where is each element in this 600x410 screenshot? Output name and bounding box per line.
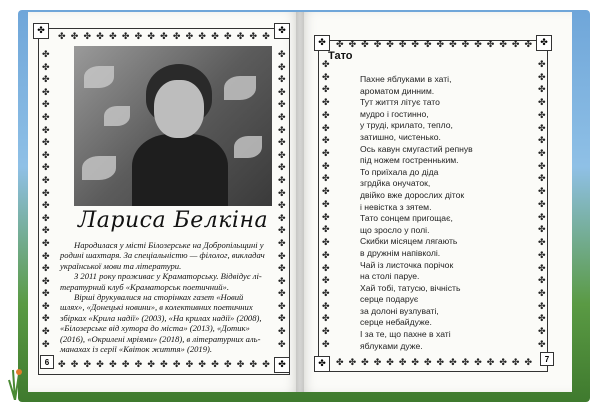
- ornament-icon: ✤: [486, 358, 495, 368]
- ornament-icon: ✤: [278, 213, 286, 224]
- ornament-icon: ✤: [538, 187, 546, 198]
- ornament-icon: ✤: [278, 251, 286, 262]
- ornament-icon: ✤: [322, 339, 330, 350]
- ornament-icon: ✤: [322, 110, 330, 121]
- ornament-icon: ✤: [318, 359, 326, 369]
- poem-line: яблуками дуже.: [360, 340, 423, 351]
- ornament-icon: ✤: [423, 358, 432, 368]
- ornament-icon: ✤: [538, 238, 546, 249]
- ornament-icon: ✤: [322, 238, 330, 249]
- ornament-icon: ✤: [538, 225, 546, 236]
- ornament-icon: ✤: [499, 358, 507, 368]
- ornament-icon: ✤: [278, 201, 286, 212]
- ornament-icon: ✤: [278, 26, 286, 36]
- left-right-ornament-column: [278, 50, 286, 350]
- ornament-icon: ✤: [42, 175, 50, 186]
- ornament-icon: ✤: [42, 238, 50, 249]
- ornament-icon: ✤: [436, 358, 445, 368]
- ornament-icon: ✤: [538, 199, 546, 210]
- poem-line: Тут життя літує тато: [360, 97, 440, 108]
- poem-line: То приїхала до діда: [360, 166, 439, 177]
- ornament-icon: ✤: [278, 264, 286, 275]
- ornament-icon: ✤: [262, 360, 270, 370]
- ornament-icon: ✤: [511, 358, 520, 368]
- ornament-icon: ✤: [461, 40, 470, 50]
- ornament-icon: ✤: [278, 100, 286, 111]
- ornament-icon: ✤: [373, 358, 382, 368]
- ornament-icon: ✤: [249, 360, 258, 370]
- poem-line: затишно, чистенько.: [360, 131, 441, 142]
- bio-line: манахах із серії «Квіток життя» (2019).: [60, 344, 213, 355]
- ornament-icon: ✤: [42, 188, 50, 199]
- ornament-icon: ✤: [96, 360, 104, 370]
- poem-line: і невістка з зятем.: [360, 201, 432, 212]
- ornament-icon: ✤: [278, 150, 286, 161]
- ornament-icon: ✤: [42, 75, 50, 86]
- ornament-icon: ✤: [198, 32, 206, 42]
- left-left-ornament-column: [42, 50, 50, 350]
- ornament-icon: ✤: [278, 112, 286, 123]
- ornament-icon: ✤: [198, 360, 206, 370]
- bio-line: збірках «Крила надії» (2003), «На крилах надії» (2008),: [60, 312, 262, 323]
- left-bottom-ornament-row: [58, 360, 270, 370]
- poem-line: Хай тобі, татусю, вічність: [360, 282, 461, 293]
- ornament-icon: ✤: [538, 263, 546, 274]
- ornament-icon: ✤: [42, 226, 50, 237]
- ornament-icon: ✤: [423, 40, 432, 50]
- ornament-icon: ✤: [42, 125, 50, 136]
- ornament-icon: ✤: [70, 360, 79, 370]
- ornament-icon: ✤: [278, 327, 286, 338]
- poem-line: І за те, що пахне в хаті: [360, 329, 451, 340]
- ornament-icon: ✤: [461, 358, 470, 368]
- ornament-icon: ✤: [386, 40, 394, 50]
- ornament-icon: ✤: [278, 339, 286, 350]
- ornament-icon: ✤: [538, 301, 546, 312]
- ornament-icon: ✤: [278, 188, 286, 199]
- ornament-icon: ✤: [42, 327, 50, 338]
- ornament-icon: ✤: [322, 85, 330, 96]
- right-left-ornament-column: [322, 60, 330, 350]
- ornament-icon: ✤: [322, 123, 330, 134]
- ornament-icon: ✤: [486, 40, 495, 50]
- ornament-icon: ✤: [278, 314, 286, 325]
- poem-line: серце небайдуже.: [360, 317, 432, 328]
- ornament-icon: ✤: [538, 314, 546, 325]
- ornament-icon: ✤: [322, 187, 330, 198]
- ornament-icon: ✤: [278, 301, 286, 312]
- poem-line: Чай із листочка порічок: [360, 259, 454, 270]
- ornament-icon: ✤: [278, 87, 286, 98]
- ornament-icon: ✤: [511, 40, 520, 50]
- ornament-icon: ✤: [109, 32, 117, 42]
- poem-line: на столі паруе.: [360, 271, 420, 282]
- ornament-icon: ✤: [185, 32, 194, 42]
- ornament-icon: ✤: [42, 201, 50, 212]
- left-top-right-corner-ornament: [274, 23, 290, 39]
- ornament-icon: ✤: [185, 360, 194, 370]
- ornament-icon: ✤: [538, 136, 546, 147]
- ornament-icon: ✤: [249, 32, 258, 42]
- ornament-icon: ✤: [278, 276, 286, 287]
- poem-line: мудро і гостинно,: [360, 108, 429, 119]
- right-top-right-corner-ornament: [536, 35, 552, 51]
- ornament-icon: ✤: [322, 136, 330, 147]
- ornament-icon: ✤: [42, 314, 50, 325]
- ornament-icon: ✤: [538, 276, 546, 287]
- ornament-icon: ✤: [236, 360, 245, 370]
- bio-line: української мови та літератури.: [60, 260, 182, 271]
- ornament-icon: ✤: [322, 161, 330, 172]
- ornament-icon: ✤: [42, 213, 50, 224]
- ornament-icon: ✤: [540, 38, 548, 48]
- ornament-icon: ✤: [318, 38, 326, 48]
- ornament-icon: ✤: [223, 360, 232, 370]
- ornament-icon: ✤: [322, 250, 330, 261]
- ornament-icon: ✤: [474, 40, 482, 50]
- ornament-icon: ✤: [538, 212, 546, 223]
- ornament-icon: ✤: [37, 26, 45, 36]
- ornament-icon: ✤: [278, 238, 286, 249]
- author-name: Лариса Белкіна: [77, 208, 269, 233]
- ornament-icon: ✤: [336, 358, 344, 368]
- ornament-icon: ✤: [70, 32, 79, 42]
- ornament-icon: ✤: [524, 40, 532, 50]
- bio-line: тературний клуб «Краматорськ поетичний».: [60, 281, 229, 292]
- bio-line: родині шахтаря. За спеціальністю — філолог, викладач: [60, 250, 265, 261]
- left-page-number: 6: [40, 355, 54, 369]
- ornament-icon: ✤: [322, 98, 330, 109]
- right-top-ornament-row: [336, 40, 532, 50]
- ornament-icon: ✤: [42, 87, 50, 98]
- ornament-icon: ✤: [83, 360, 92, 370]
- poem-line: в дружнім напівколі.: [360, 247, 441, 258]
- poem-line: двійко вже дорослих діток: [360, 189, 465, 200]
- ornament-icon: ✤: [538, 174, 546, 185]
- ornament-icon: ✤: [398, 40, 407, 50]
- poem-line: Тато сонцем пригощає,: [360, 213, 453, 224]
- ornament-icon: ✤: [147, 32, 155, 42]
- ornament-icon: ✤: [322, 199, 330, 210]
- ornament-icon: ✤: [538, 288, 546, 299]
- ornament-icon: ✤: [172, 360, 181, 370]
- ornament-icon: ✤: [538, 110, 546, 121]
- ornament-icon: ✤: [322, 225, 330, 236]
- ornament-icon: ✤: [322, 301, 330, 312]
- bio-line: (2016), «Окрилені мріями» (2018), в літературних аль-: [60, 333, 261, 344]
- book-gutter: [296, 12, 304, 392]
- ornament-icon: ✤: [538, 123, 546, 134]
- ornament-icon: ✤: [109, 360, 117, 370]
- ornament-icon: ✤: [538, 161, 546, 172]
- ornament-icon: ✤: [411, 358, 419, 368]
- poem-line: що зросло у полі.: [360, 224, 430, 235]
- right-bottom-ornament-row: [336, 358, 532, 368]
- left-top-left-corner-ornament: [33, 23, 49, 39]
- ornament-icon: ✤: [42, 339, 50, 350]
- poem-line: Скибки місяцем лягають: [360, 236, 458, 247]
- ornament-icon: ✤: [538, 149, 546, 160]
- ornament-icon: ✤: [361, 40, 369, 50]
- ornament-icon: ✤: [42, 276, 50, 287]
- ornament-icon: ✤: [42, 100, 50, 111]
- left-bottom-right-corner-ornament: [274, 357, 290, 373]
- ornament-icon: ✤: [398, 358, 407, 368]
- poem-line: згрдйка онучаток,: [360, 178, 431, 189]
- ornament-icon: ✤: [322, 327, 330, 338]
- ornament-icon: ✤: [538, 98, 546, 109]
- ornament-icon: ✤: [96, 32, 104, 42]
- ornament-icon: ✤: [538, 327, 546, 338]
- ornament-icon: ✤: [361, 358, 369, 368]
- ornament-icon: ✤: [42, 163, 50, 174]
- ornament-icon: ✤: [278, 75, 286, 86]
- ornament-icon: ✤: [322, 288, 330, 299]
- ornament-icon: ✤: [42, 62, 50, 73]
- ornament-icon: ✤: [436, 40, 445, 50]
- ornament-icon: ✤: [42, 50, 50, 60]
- grass-decoration: [5, 360, 25, 400]
- ornament-icon: ✤: [211, 360, 219, 370]
- ornament-icon: ✤: [121, 360, 130, 370]
- bio-line: «Білозерське від хутора до міста» (2013), «Дотик»: [60, 323, 250, 334]
- ornament-icon: ✤: [42, 112, 50, 123]
- ornament-icon: ✤: [474, 358, 482, 368]
- ornament-icon: ✤: [160, 32, 168, 42]
- ornament-icon: ✤: [160, 360, 168, 370]
- poem-text: [360, 74, 540, 352]
- ornament-icon: ✤: [262, 32, 270, 42]
- ornament-icon: ✤: [538, 339, 546, 350]
- ornament-icon: ✤: [236, 32, 245, 42]
- ornament-icon: ✤: [322, 174, 330, 185]
- ornament-icon: ✤: [58, 360, 66, 370]
- ornament-icon: ✤: [322, 276, 330, 287]
- ornament-icon: ✤: [449, 40, 457, 50]
- poem-line: серце подарує: [360, 294, 419, 305]
- ornament-icon: ✤: [42, 150, 50, 161]
- ornament-icon: ✤: [322, 212, 330, 223]
- ornament-icon: ✤: [538, 72, 546, 83]
- ornament-icon: ✤: [322, 263, 330, 274]
- ornament-icon: ✤: [386, 358, 394, 368]
- bio-line: З 2011 року проживає у Краматорську. Відвідує лі-: [74, 271, 262, 282]
- ornament-icon: ✤: [42, 138, 50, 149]
- right-page-number: 7: [540, 352, 554, 366]
- ornament-icon: ✤: [278, 50, 286, 60]
- ornament-icon: ✤: [499, 40, 507, 50]
- ornament-icon: ✤: [42, 251, 50, 262]
- poem-line: ароматом динним.: [360, 85, 435, 96]
- ornament-icon: ✤: [538, 85, 546, 96]
- ornament-icon: ✤: [278, 289, 286, 300]
- poem-line: у труді, крилато, тепло,: [360, 120, 453, 131]
- left-top-ornament-row: [58, 32, 270, 42]
- poem-line: Пахне яблуками в хаті,: [360, 74, 452, 84]
- bio-line: Народилася у місті Білозерське на Добропільщині у: [74, 240, 264, 250]
- ornament-icon: ✤: [278, 163, 286, 174]
- ornament-icon: ✤: [524, 358, 532, 368]
- ornament-icon: ✤: [172, 32, 181, 42]
- ornament-icon: ✤: [336, 40, 344, 50]
- ornament-icon: ✤: [42, 264, 50, 275]
- ornament-icon: ✤: [322, 72, 330, 83]
- author-photo: [74, 46, 272, 206]
- poem-line: під ножем гостренньким.: [360, 155, 459, 166]
- ornament-icon: ✤: [278, 360, 286, 370]
- ornament-icon: ✤: [322, 149, 330, 160]
- ornament-icon: ✤: [42, 289, 50, 300]
- ornament-icon: ✤: [223, 32, 232, 42]
- ornament-icon: ✤: [42, 301, 50, 312]
- ornament-icon: ✤: [278, 175, 286, 186]
- poem-line: Ось кавун смугастий репнув: [360, 143, 473, 154]
- ornament-icon: ✤: [211, 32, 219, 42]
- ornament-icon: ✤: [134, 360, 143, 370]
- ornament-icon: ✤: [411, 40, 419, 50]
- ornament-icon: ✤: [278, 138, 286, 149]
- ornament-icon: ✤: [58, 32, 66, 42]
- ornament-icon: ✤: [373, 40, 382, 50]
- bio-line: шлях», «Донецькі новини», в колективних поетичних: [60, 302, 253, 313]
- ornament-icon: ✤: [134, 32, 143, 42]
- right-bottom-left-corner-ornament: [314, 356, 330, 372]
- ornament-icon: ✤: [538, 250, 546, 261]
- ornament-icon: ✤: [449, 358, 457, 368]
- ornament-icon: ✤: [121, 32, 130, 42]
- ornament-icon: ✤: [278, 226, 286, 237]
- ornament-icon: ✤: [538, 60, 546, 70]
- ornament-icon: ✤: [278, 125, 286, 136]
- ornament-icon: ✤: [348, 358, 357, 368]
- poem-line: за долоні вузлуваті,: [360, 305, 439, 316]
- author-bio: [60, 240, 278, 354]
- ornament-icon: ✤: [322, 60, 330, 70]
- ornament-icon: ✤: [348, 40, 357, 50]
- ornament-icon: ✤: [322, 314, 330, 325]
- bio-line: Вірші друкувалися на сторінках газет «Новий: [74, 292, 244, 303]
- poem-title: Тато: [328, 50, 353, 62]
- right-top-left-corner-ornament: [314, 35, 330, 51]
- ornament-icon: ✤: [147, 360, 155, 370]
- ornament-icon: ✤: [83, 32, 92, 42]
- ornament-icon: ✤: [278, 62, 286, 73]
